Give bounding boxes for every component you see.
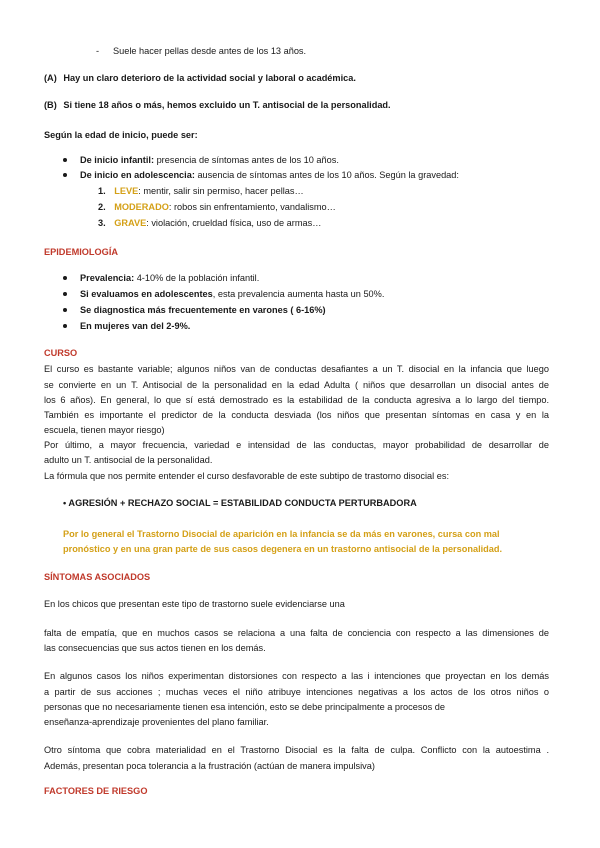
section-heading-symptoms: SÍNTOMAS ASOCIADOS [44, 572, 151, 582]
criterion-b-text: Si tiene 18 años o más, hemos excluido un T. antisocial de la personalidad. [63, 100, 391, 110]
list-item [80, 154, 339, 166]
criterion-b [44, 99, 391, 111]
severity-label: MODERADO [114, 202, 169, 212]
symptoms-line: Otro síntoma que cobra materialidad en el Trastorno Disocial es la falta de culpa. Conflicto con la autoestima . [44, 745, 549, 755]
symptoms-line: Además, presentan poca tolerancia a la frustración (actúan de manera impulsiva) [44, 761, 375, 771]
epi-bold: Se diagnostica más frecuentemente en varones ( 6-16%) [80, 305, 326, 315]
epi-bold: En mujeres van del 2-9%. [80, 321, 191, 331]
course-line: se convierte en un T. Antisocial de la personalidad en la edad Adulta ( niños que desarrollan un disocial antes de [44, 380, 549, 390]
severity-num: 2. [98, 202, 106, 212]
severity-num: 3. [98, 218, 106, 228]
course-line: Por último, a mayor frecuencia, variedad e intensidad de las conductas, mayor probabilidad de desarrollar de [44, 440, 549, 450]
course-formula: • AGRESIÓN + RECHAZO SOCIAL = ESTABILIDAD CONDUCTA PERTURBADORA [63, 498, 417, 508]
criterion-b-label: (B) [44, 100, 57, 110]
dash-marker: - [96, 46, 100, 56]
onset-text: ausencia de síntomas antes de los 10 años. Según la gravedad: [194, 170, 459, 180]
course-line: adulto un T. antisocial de la personalidad. [44, 455, 213, 465]
list-item [80, 169, 459, 181]
severity-text: : violación, crueldad física, uso de armas… [146, 218, 322, 228]
onset-label: De inicio en adolescencia: [80, 170, 195, 180]
course-line: los 6 años). En general, lo que sí está demostrado es la estabilidad de la conducta agresiva a lo largo del tiempo. [44, 395, 549, 405]
severity-item [98, 201, 336, 213]
symptoms-paragraph: En los chicos que presentan este tipo de trastorno suele evidenciarse una [44, 599, 345, 609]
severity-label: LEVE [114, 186, 139, 196]
bullet-icon [63, 292, 67, 296]
symptoms-line: a partir de sus acciones ; muchas veces el niño atribuye intenciones negativas a los actos de los otros niños o [44, 687, 549, 697]
severity-label: GRAVE [114, 218, 147, 228]
bullet-icon [63, 158, 67, 162]
symptoms-line: enseñanza-aprendizaje provenientes del plano familiar. [44, 717, 269, 727]
severity-item [98, 217, 321, 229]
bullet-icon [63, 276, 67, 280]
symptoms-line: personas que no necesariamente tienen esa intención, esto se debe principalmente a procesos de [44, 702, 445, 712]
bullet-icon [63, 324, 67, 328]
list-item [80, 304, 326, 316]
list-item: Suele hacer pellas desde antes de los 13 años. [113, 46, 307, 56]
onset-text: presencia de síntomas antes de los 10 años. [154, 155, 339, 165]
course-line: escuela, tienen mayor riesgo) [44, 425, 165, 435]
bullet-icon [63, 308, 67, 312]
symptoms-line: falta de empatía, que en muchos casos se relaciona a una falta de conciencia con respecto a las dimensiones de [44, 628, 549, 638]
course-line: La fórmula que nos permite entender el curso desfavorable de este subtipo de trastorno disocial es: [44, 471, 449, 481]
onset-label: De inicio infantil: [80, 155, 155, 165]
severity-text: : mentir, salir sin permiso, hacer pellas… [138, 186, 304, 196]
symptoms-line: En algunos casos los niños experimentan distorsiones con respecto a las i intenciones que proyectan en los demás [44, 671, 549, 681]
section-heading-epidemiology: EPIDEMIOLOGÍA [44, 247, 119, 257]
course-line: El curso es bastante variable; algunos niños van de conductas desafiantes a un T. disocial en la infancia que luego [44, 364, 549, 374]
symptoms-line: las consecuencias que sus actos tienen en los demás. [44, 643, 266, 653]
onset-intro: Según la edad de inicio, puede ser: [44, 130, 198, 140]
section-heading-risk: FACTORES DE RIESGO [44, 786, 148, 796]
course-highlight-line: pronóstico y en una gran parte de sus casos degenera en un trastorno antisocial de la personalidad. [63, 544, 503, 554]
list-item [80, 272, 259, 284]
epi-text: 4-10% de la población infantil. [134, 273, 260, 283]
criterion-a [44, 72, 356, 84]
epi-text: , esta prevalencia aumenta hasta un 50%. [212, 289, 385, 299]
severity-item [98, 185, 304, 197]
epi-bold: Prevalencia: [80, 273, 135, 283]
epi-bold: Si evaluamos en adolescentes [80, 289, 213, 299]
bullet-icon [63, 173, 67, 177]
section-heading-course: CURSO [44, 348, 78, 358]
list-item [80, 320, 190, 332]
course-line: También es importante el predictor de la conducta desviada (los niños que presentan síntomas en casa y en la [44, 410, 549, 420]
course-highlight-line: Por lo general el Trastorno Disocial de aparición en la infancia se da más en varones, cursa con mal [63, 529, 500, 539]
list-item [80, 288, 384, 300]
severity-num: 1. [98, 186, 106, 196]
criterion-a-text: Hay un claro deterioro de la actividad social y laboral o académica. [63, 73, 356, 83]
criterion-a-label: (A) [44, 73, 57, 83]
severity-text: : robos sin enfrentamiento, vandalismo… [168, 202, 336, 212]
